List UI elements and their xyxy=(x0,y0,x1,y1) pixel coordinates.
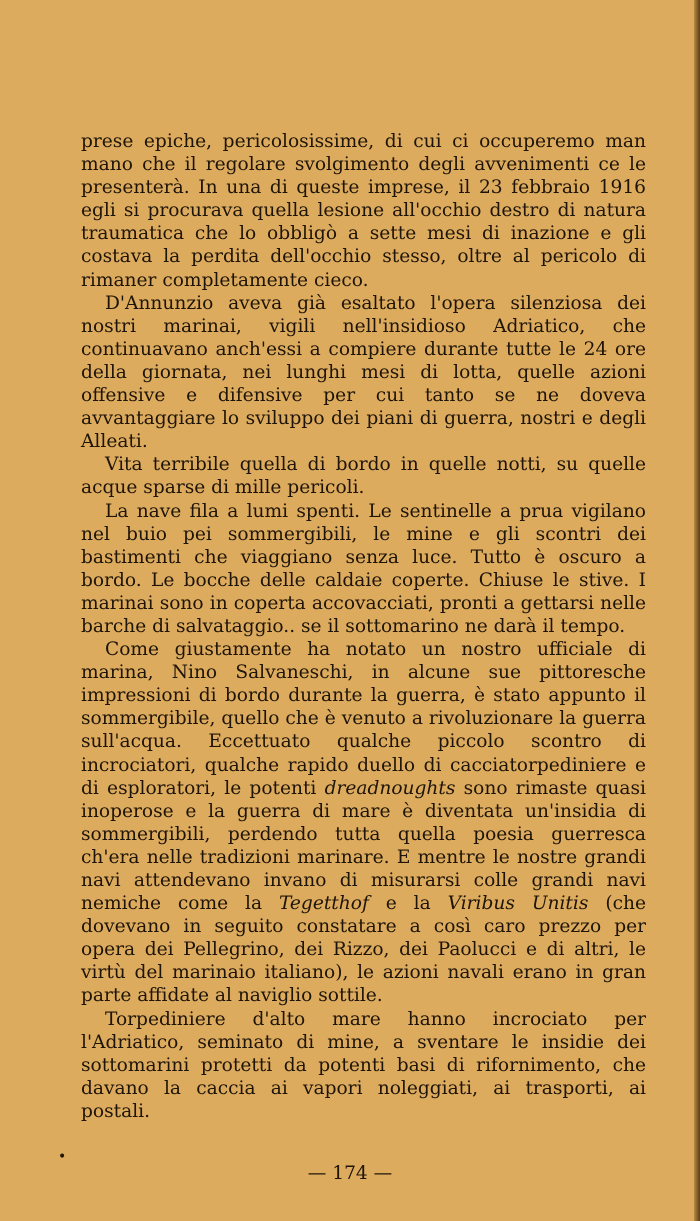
italic-tegetthof: Tegetthof xyxy=(278,893,369,915)
italic-viribus-unitis: Viribus Unitis xyxy=(447,893,589,915)
margin-mark: • xyxy=(58,1149,67,1165)
paragraph-1: prese epiche, pericolosissime, di cui ci occuperemo man mano che il regolare svolgimento degli avvenimenti ce le presenterà. In una di queste imprese, il 23 febbraio 1916 egli si procurava quella lesione all'occhio destro di natura traumatica che lo obbligò a sette mesi di inazione e gli costava la perdita dell'occhio stesso, oltre al pericolo di rimaner completamente cieco. xyxy=(81,131,646,291)
page-number: — 174 — xyxy=(307,1163,393,1184)
paragraph-2: D'Annunzio aveva già esaltato l'opera silenziosa dei nostri marinai, vigili nell'insidioso Adriatico, che continuavano anch'essi a compiere durante tutte le 24 ore della giornata, nei lunghi mesi di lotta, quelle azioni offensive e difensive per cui tanto se ne doveva avvantaggiare lo sviluppo dei piani di guerra, nostri e degli Alleati. xyxy=(81,292,646,453)
paragraph-5-text-c: e la xyxy=(368,893,448,915)
paragraph-5-text-d: (che dovevano in seguito constatare a così caro prezzo per opera dei Pellegrino, dei Rizzo, dei Paolucci e di altri, le virtù del marinaio italiano), le azioni navali erano in gran parte affidate al naviglio sottile. xyxy=(81,893,646,1007)
paragraph-5-text-a: Come giustamente ha notato un nostro ufficiale di marina, Nino Salvaneschi, in alcune sue pittoresche impressioni di bordo durante la guerra, è stato appunto il sommergibile, quello che è venuto a rivoluzionare la guerra sull'acqua. Eccettuato qualche piccolo scontro di incrociatori, qualche rapido duello di cacciatorpediniere e di esploratori, le potenti xyxy=(81,639,646,799)
page-edge-shadow xyxy=(694,0,700,1221)
paragraph-3: Vita terribile quella di bordo in quelle notti, su quelle acque sparse di mille pericoli. xyxy=(81,454,646,499)
paragraph-6: Torpediniere d'alto mare hanno incrociato per l'Adriatico, seminato di mine, a sventare le insidie dei sottomarini protetti da potenti basi di rifornimento, che davano la caccia ai vapori noleggiati, ai trasporti, ai postali. xyxy=(81,1008,646,1122)
paragraph-4: La nave fila a lumi spenti. Le sentinelle a prua vigilano nel buio pei sommergibili, le mine e gli scontri dei bastimenti che viaggiano senza luce. Tutto è oscuro a bordo. Le bocche delle caldaie coperte. Chiuse le stive. I marinai sono in coperta accovacciati, pronti a gettarsi nelle barche di salvataggio.. se il sottomarino ne darà il tempo. xyxy=(81,500,646,637)
body-text xyxy=(81,130,646,1123)
paragraph-5 xyxy=(81,638,646,1008)
italic-dreadnoughts: dreadnoughts xyxy=(324,777,456,799)
paragraph-5-text-b: sono rimaste quasi inoperose e la guerra di mare è diventata un'insidia di sommergibili, perdendo tutta quella poesia guerresca ch'era nelle tradizioni marinare. E mentre le nostre grandi navi attendevano invano di misurarsi colle grandi navi nemiche come la xyxy=(81,777,646,915)
